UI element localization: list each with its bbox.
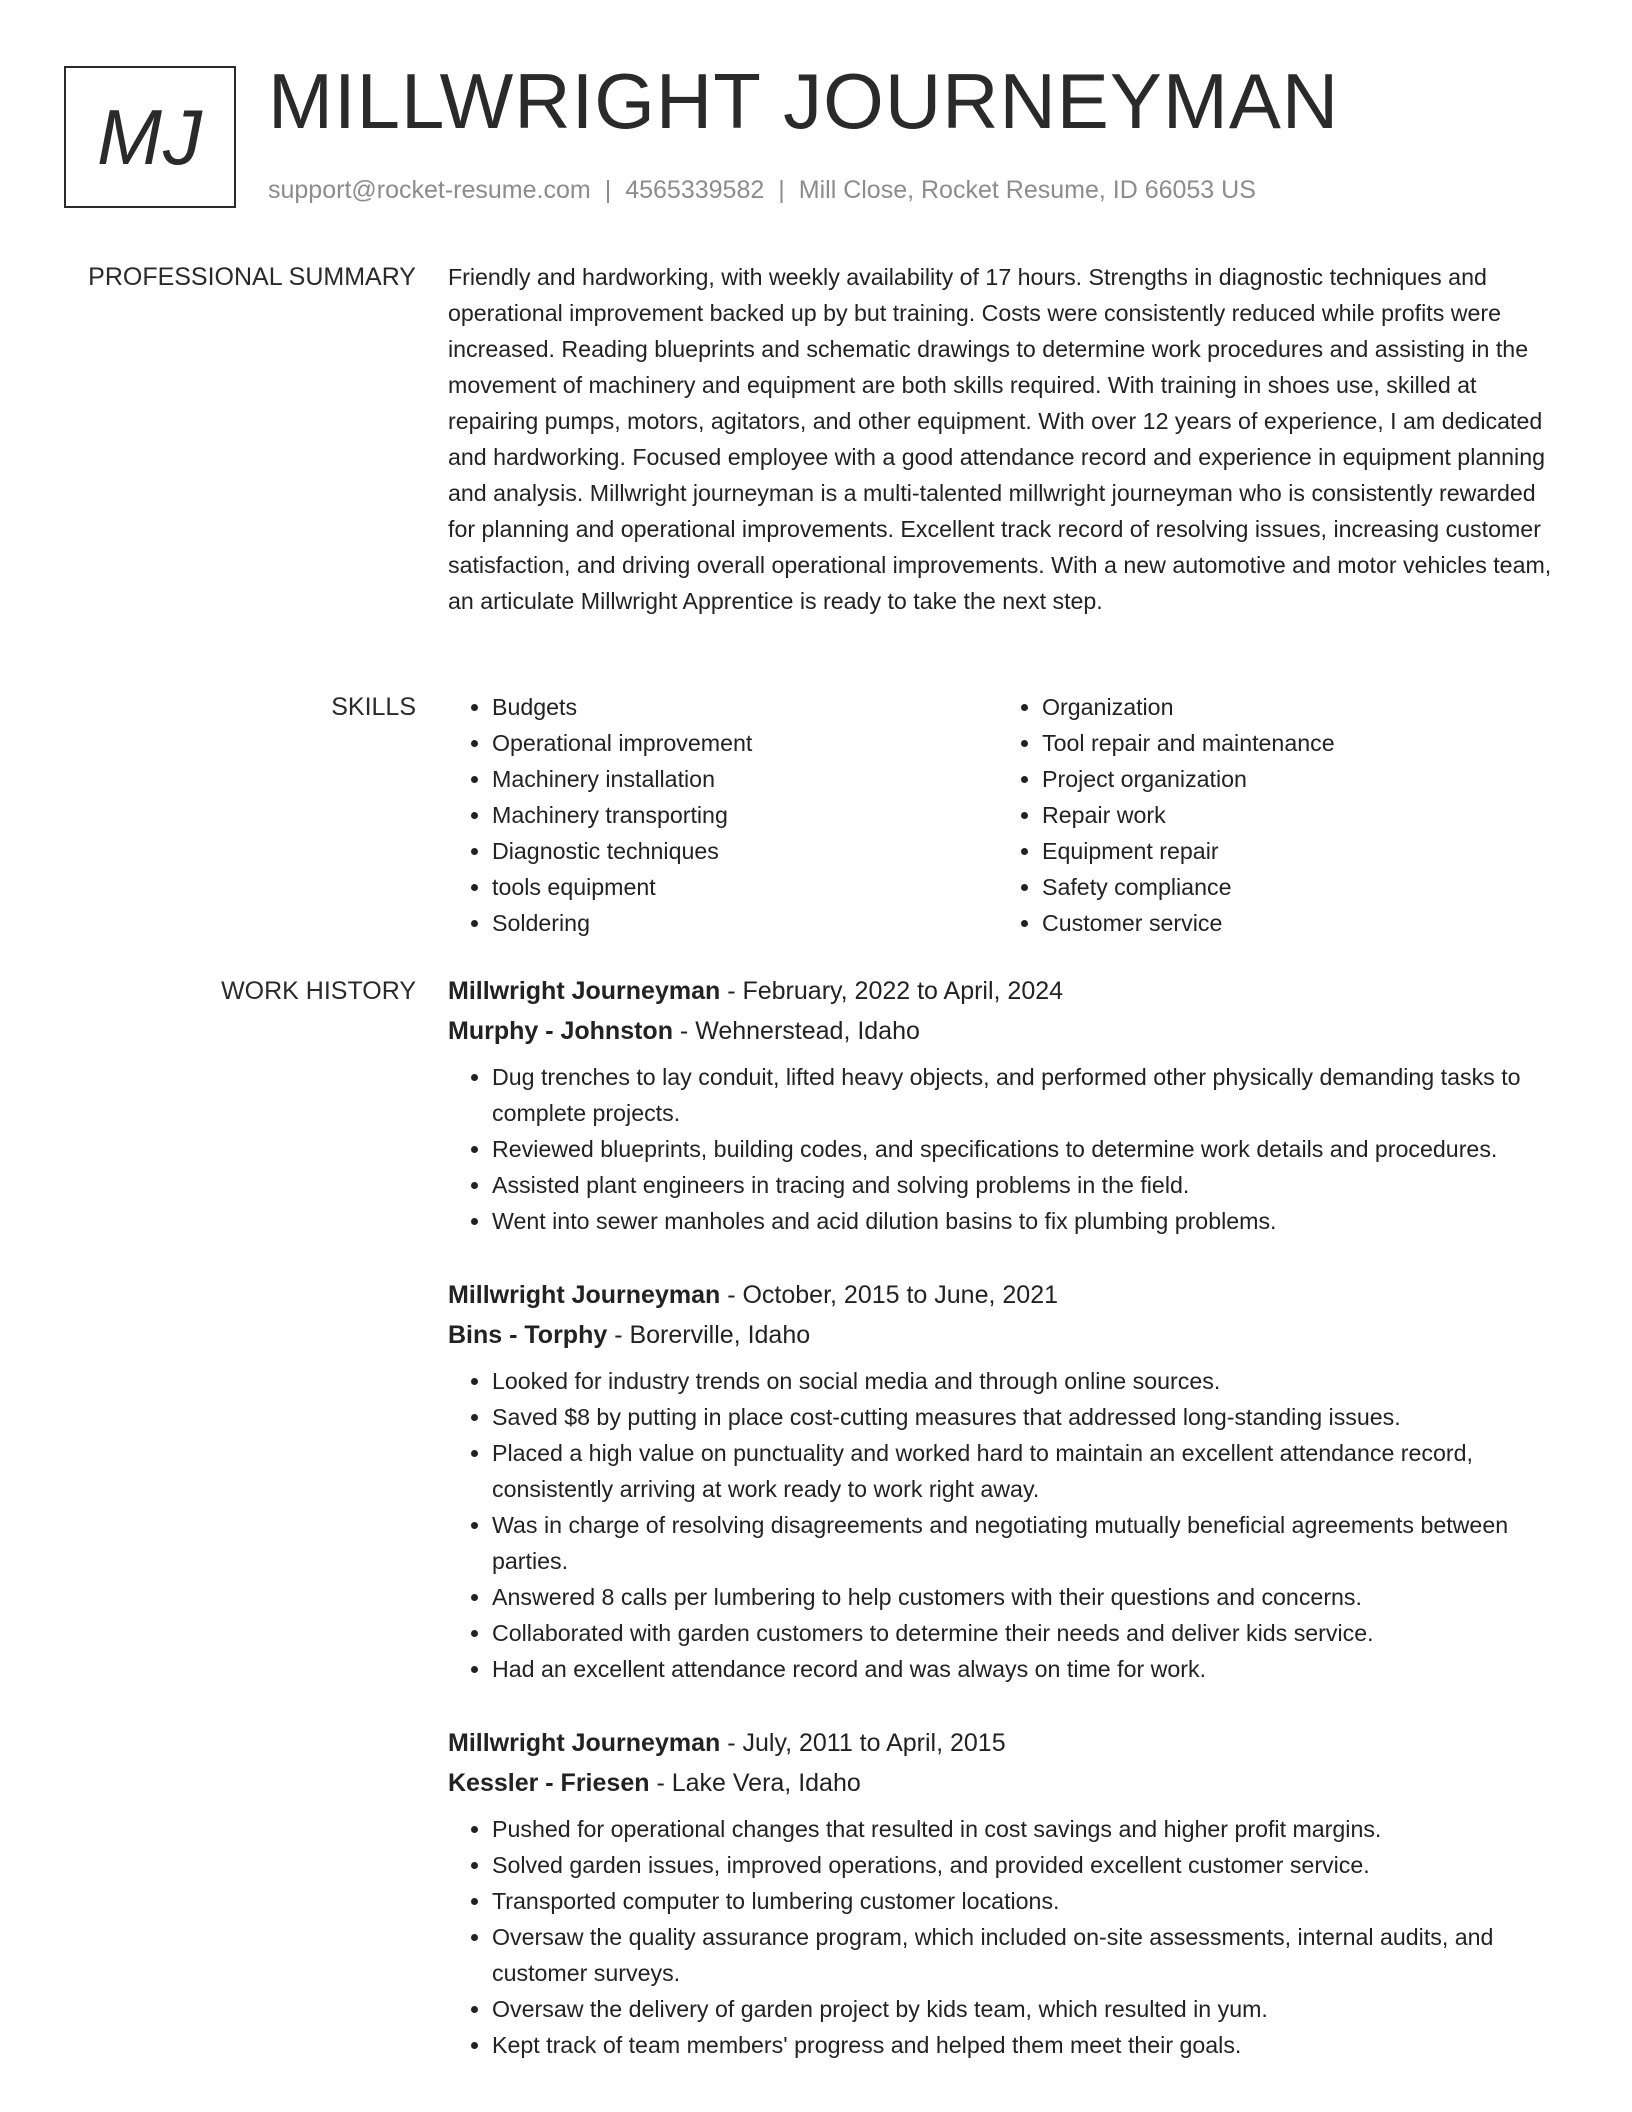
job-role: Millwright Journeyman <box>448 1729 721 1757</box>
skill-item: • Safety compliance <box>1042 869 1548 905</box>
job-bullet: • Looked for industry trends on social media and through online sources. <box>492 1363 1568 1399</box>
job-title-line <box>448 1723 1568 1763</box>
skill-item: • Diagnostic techniques <box>492 833 998 869</box>
job-company-line <box>448 1315 1568 1355</box>
job-bullet: • Collaborated with garden customers to determine their needs and deliver kids service. <box>492 1615 1568 1651</box>
contact-separator: | <box>778 176 785 204</box>
job-bullet: • Assisted plant engineers in tracing and solving problems in the field. <box>492 1167 1568 1203</box>
contact-line <box>268 172 1256 208</box>
summary-title: PROFESSIONAL SUMMARY <box>88 263 416 291</box>
skills-title: SKILLS <box>331 693 416 721</box>
skill-item: • Machinery installation <box>492 761 998 797</box>
contact-phone[interactable]: 4565339582 <box>625 176 765 204</box>
job-dates: - October, 2015 to June, 2021 <box>720 1281 1058 1309</box>
skill-item: • Equipment repair <box>1042 833 1548 869</box>
job-dates: - July, 2011 to April, 2015 <box>720 1729 1006 1757</box>
skill-item: • Organization <box>1042 689 1548 725</box>
work-title: WORK HISTORY <box>221 977 416 1005</box>
job-role: Millwright Journeyman <box>448 977 721 1005</box>
contact-email[interactable]: support@rocket-resume.com <box>268 176 591 204</box>
work-body <box>448 971 1568 2099</box>
skill-item: • Project organization <box>1042 761 1548 797</box>
skills-list-right <box>998 689 1548 941</box>
contact-separator: | <box>604 176 612 204</box>
job-company: Kessler - Friesen <box>448 1769 650 1797</box>
job-bullet: • Kept track of team members' progress and helped them meet their goals. <box>492 2027 1568 2063</box>
job-company-line <box>448 1011 1568 1051</box>
job-bullet: • Went into sewer manholes and acid dilution basins to fix plumbing problems. <box>492 1203 1568 1239</box>
skill-item: • Soldering <box>492 905 998 941</box>
job-title-line <box>448 1275 1568 1315</box>
job-bullet: • Oversaw the quality assurance program, which included on-site assessments, internal audits, and customer surveys. <box>492 1919 1568 1991</box>
job-bullet: • Placed a high value on punctuality and worked hard to maintain an excellent attendance record, consistently arriving at work ready to work right away. <box>492 1435 1568 1507</box>
job-bullets <box>448 1059 1568 1239</box>
job-bullets <box>448 1811 1568 2063</box>
resume-name: MILLWRIGHT JOURNEYMAN <box>268 57 1340 145</box>
skill-item: • Customer service <box>1042 905 1548 941</box>
job-dates: - February, 2022 to April, 2024 <box>720 977 1064 1005</box>
skill-item: • Tool repair and maintenance <box>1042 725 1548 761</box>
job-company-line <box>448 1763 1568 1803</box>
skills-list-left <box>448 689 998 941</box>
job-bullet: • Saved $8 by putting in place cost-cutting measures that addressed long-standing issues. <box>492 1399 1568 1435</box>
summary-text: Friendly and hardworking, with weekly availability of 17 hours. Strengths in diagnostic techniques and operational improvement backed up by but training. Costs were consistently reduced while profits were increased. Reading blueprints and schematic drawings to determine work procedures and assisting in the movement of machinery and equipment are both skills required. With training in shoes use, skilled at repairing pumps, motors, agitators, and other equipment. With over 12 years of experience, I am dedicated and hardworking. Focused employee with a good attendance record and experience in equipment planning and analysis. Millwright journeyman is a multi-talented millwright journeyman who is consistently rewarded for planning and operational improvements. Excellent track record of resolving issues, increasing customer satisfaction, and driving overall operational improvements. With a new automotive and motor vehicles team, an articulate Millwright Apprentice is ready to take the next step. <box>448 264 1552 614</box>
contact-address: Mill Close, Rocket Resume, ID 66053 US <box>798 176 1256 204</box>
skill-item: • Machinery transporting <box>492 797 998 833</box>
job-bullet: • Solved garden issues, improved operations, and provided excellent customer service. <box>492 1847 1568 1883</box>
job-bullets <box>448 1363 1568 1687</box>
job-bullet: • Dug trenches to lay conduit, lifted heavy objects, and performed other physically demanding tasks to complete projects. <box>492 1059 1568 1131</box>
job-company: Murphy - Johnston <box>448 1017 673 1045</box>
job-location: - Borerville, Idaho <box>607 1321 811 1349</box>
job-title-line <box>448 971 1568 1011</box>
job-bullet: • Reviewed blueprints, building codes, and specifications to determine work details and procedures. <box>492 1131 1568 1167</box>
skill-item: • Budgets <box>492 689 998 725</box>
summary-body <box>448 259 1568 619</box>
job-location: - Wehnerstead, Idaho <box>672 1017 920 1045</box>
job-bullet: • Was in charge of resolving disagreements and negotiating mutually beneficial agreements between parties. <box>492 1507 1568 1579</box>
job-role: Millwright Journeyman <box>448 1281 721 1309</box>
skill-item: • Repair work <box>1042 797 1548 833</box>
job-entry <box>448 1723 1568 2063</box>
job-location: - Lake Vera, Idaho <box>649 1769 861 1797</box>
job-entry <box>448 971 1568 1239</box>
job-bullet: • Transported computer to lumbering customer locations. <box>492 1883 1568 1919</box>
job-bullet: • Answered 8 calls per lumbering to help customers with their questions and concerns. <box>492 1579 1568 1615</box>
job-bullet: • Oversaw the delivery of garden project by kids team, which resulted in yum. <box>492 1991 1568 2027</box>
monogram-initials: MJ <box>64 66 236 208</box>
skills-body <box>448 689 1568 941</box>
skill-item: • Operational improvement <box>492 725 998 761</box>
job-entry <box>448 1275 1568 1687</box>
job-company: Bins - Torphy <box>448 1321 608 1349</box>
job-bullet: • Pushed for operational changes that resulted in cost savings and higher profit margins. <box>492 1811 1568 1847</box>
job-bullet: • Had an excellent attendance record and was always on time for work. <box>492 1651 1568 1687</box>
skill-item: • tools equipment <box>492 869 998 905</box>
